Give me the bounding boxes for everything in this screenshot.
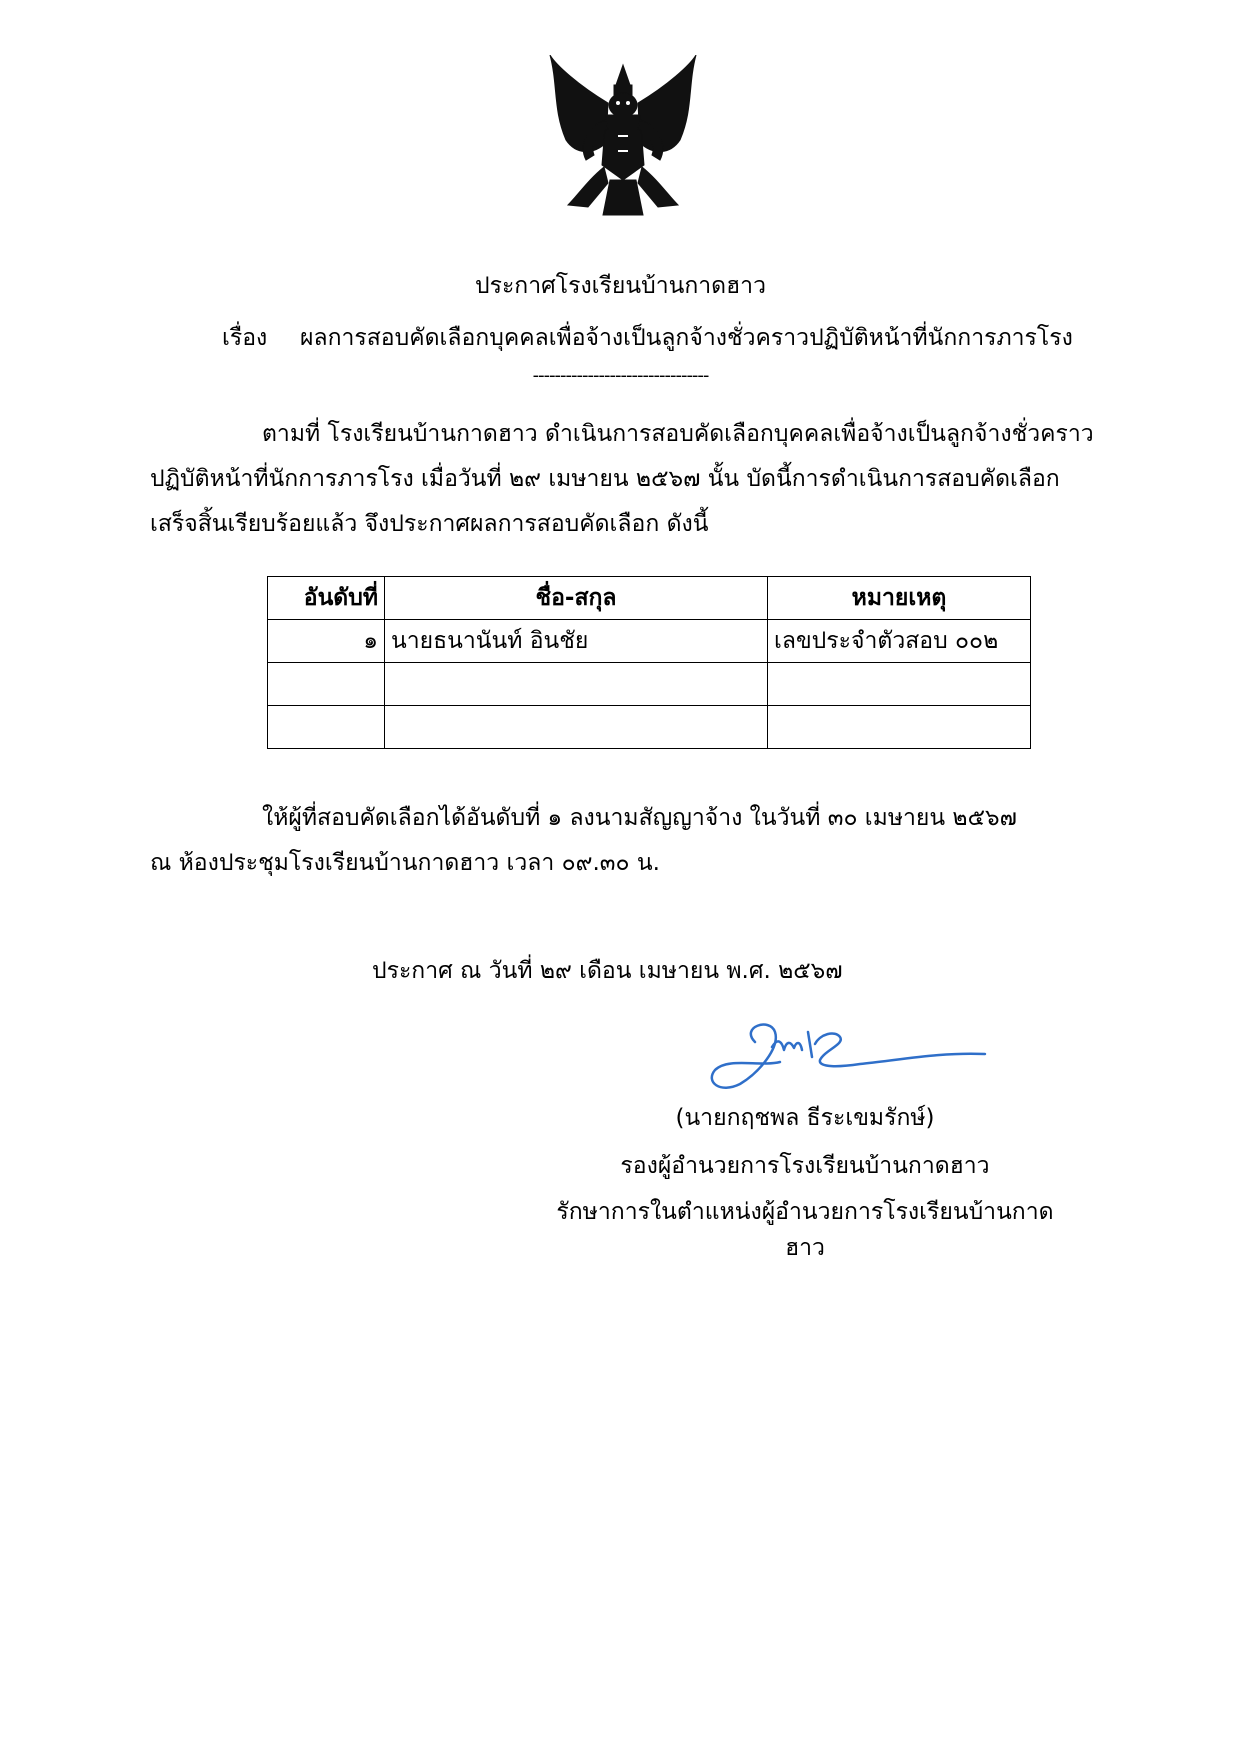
cell-name: นายธนานันท์ อินชัย bbox=[385, 620, 768, 663]
results-table bbox=[267, 576, 1031, 749]
cell-name bbox=[385, 706, 768, 749]
garuda-emblem-icon bbox=[548, 55, 698, 220]
header-rank: อันดับที่ bbox=[268, 577, 385, 620]
document-title: ประกาศโรงเรียนบ้านกาดฮาว bbox=[475, 273, 766, 299]
table-row bbox=[268, 620, 1031, 663]
intro-line-3: เสร็จสิ้นเรียบร้อยแล้ว จึงประกาศผลการสอบคัดเลือก ดังนี้ bbox=[150, 511, 709, 537]
instruction-line-1: ให้ผู้ที่สอบคัดเลือกได้อันดับที่ ๑ ลงนามสัญญาจ้าง ในวันที่ ๓๐ เมษายน ๒๕๖๗ bbox=[262, 805, 1017, 831]
table-header-row bbox=[268, 577, 1031, 620]
signer-acting-position: รักษาการในตำแหน่งผู้อำนวยการโรงเรียนบ้านกาดฮาว bbox=[556, 1199, 1054, 1261]
subject-text: ผลการสอบคัดเลือกบุคคลเพื่อจ้างเป็นลูกจ้างชั่วคราวปฏิบัติหน้าที่นักการภารโรง bbox=[300, 325, 1073, 351]
cell-name bbox=[385, 663, 768, 706]
cell-remark: เลขประจำตัวสอบ ๐๐๒ bbox=[768, 620, 1031, 663]
intro-line-2: ปฏิบัติหน้าที่นักการภารโรง เมื่อวันที่ ๒๙ เมษายน ๒๕๖๗ นั้น บัดนี้การดำเนินการสอบคัดเลือก bbox=[150, 466, 1060, 492]
instruction-line-2: ณ ห้องประชุมโรงเรียนบ้านกาดฮาว เวลา ๐๙.๓๐ น. bbox=[150, 850, 660, 876]
table-row bbox=[268, 706, 1031, 749]
divider-line: -------------------------------- bbox=[532, 365, 709, 386]
document-subject bbox=[222, 320, 1073, 356]
intro-line-1: ตามที่ โรงเรียนบ้านกาดฮาว ดำเนินการสอบคัดเลือกบุคคลเพื่อจ้างเป็นลูกจ้างชั่วคราว bbox=[262, 421, 1094, 447]
cell-rank bbox=[268, 663, 385, 706]
cell-rank: ๑ bbox=[268, 620, 385, 663]
header-remark: หมายเหตุ bbox=[768, 577, 1031, 620]
cell-remark bbox=[768, 663, 1031, 706]
signature-image bbox=[700, 1012, 990, 1097]
header-name: ชื่อ-สกุล bbox=[385, 577, 768, 620]
subject-label: เรื่อง bbox=[222, 325, 268, 351]
table-row bbox=[268, 663, 1031, 706]
signer-position: รองผู้อำนวยการโรงเรียนบ้านกาดฮาว bbox=[620, 1153, 990, 1179]
announce-date: ประกาศ ณ วันที่ ๒๙ เดือน เมษายน พ.ศ. ๒๕๖๗ bbox=[372, 958, 843, 984]
cell-rank bbox=[268, 706, 385, 749]
signer-name: (นายกฤชพล ธีระเขมรักษ์) bbox=[675, 1105, 935, 1131]
cell-remark bbox=[768, 706, 1031, 749]
